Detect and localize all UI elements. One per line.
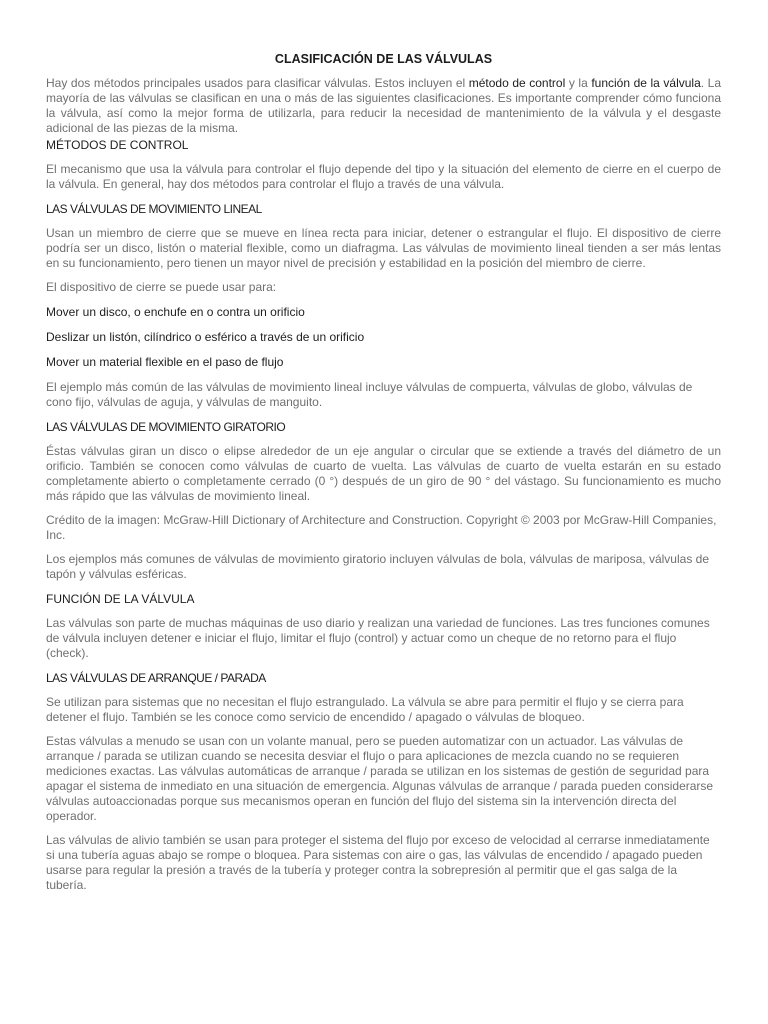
intro-paragraph (46, 76, 721, 136)
metodos-paragraph: El mecanismo que usa la válvula para controlar el flujo depende del tipo y la situación del elemento de cierre en el cuerpo de la válvula. En general, hay dos métodos para controlar el flujo a través de una válvula. (46, 162, 721, 191)
document-content (46, 52, 721, 893)
dispositivo-paragraph: El dispositivo de cierre se puede usar para: (46, 280, 277, 294)
arranque-paragraph-1: Se utilizan para sistemas que no necesitan el flujo estrangulado. La válvula se abre para permitir el flujo y se cierra para detener el flujo. También se les conoce como servicio de encendido / apagado o válvulas de bloqueo. (46, 695, 684, 724)
intro-text-3: . La mayoría de las válvulas se clasifican en una o más de las siguientes clasificaciones. Es importante comprender cómo funciona la válvula, así como la mejor forma de utilizarla, para reducir la necesidad de mantenimiento de la válvula y el desgaste adicional de las piezas de la misma. (46, 76, 722, 135)
metodo-control-link[interactable]: método de control (468, 76, 566, 90)
heading-movimiento-giratorio: LAS VÁLVULAS DE MOVIMIENTO GIRATORIO (46, 420, 286, 434)
arranque-paragraph-2: Estas válvulas a menudo se usan con un volante manual, pero se pueden automatizar con un actuador. Las válvulas de arranque / parada se utilizan cuando se necesita desviar el flujo o para aplicaciones de mezcla cuando no se requieren mediciones exactas. Las válvulas automáticas de arranque / parada se utilizan en los sistemas de gestión de seguridad para apagar el sistema de inmediato en una situación de emergencia. Algunas válvulas de arranque / parada pueden considerarse válvulas autoaccionadas porque sus mecanismos operan en función del flujo del sistema sin la intervención directa del operador. (46, 734, 714, 823)
heading-movimiento-lineal: LAS VÁLVULAS DE MOVIMIENTO LINEAL (46, 202, 262, 216)
list-item: Deslizar un listón, cilíndrico o esférico a través de un orificio (46, 330, 365, 344)
lineal-example-paragraph: El ejemplo más común de las válvulas de movimiento lineal incluye válvulas de compuerta, válvulas de globo, válvulas de cono fijo, válvulas de aguja, y válvulas de manguito. (46, 380, 693, 409)
image-credit: Crédito de la imagen: McGraw-Hill Dictionary of Architecture and Construction. Copyright © 2003 por McGraw-Hill Companies, Inc. (46, 513, 717, 542)
giratorio-example-paragraph: Los ejemplos más comunes de válvulas de movimiento giratorio incluyen válvulas de bola, válvulas de mariposa, válvulas de tapón y válvulas esféricas. (46, 552, 710, 581)
giratorio-paragraph: Éstas válvulas giran un disco o elipse alrededor de un eje angular o circular que se extiende a través del diámetro de un orificio. También se conocen como válvulas de cuarto de vuelta. Las válvulas de cuarto de vuelta estarán en su estado completamente abierto o completamente cerrado (0 °) después de un giro de 90 ° del vástago. Su funcionamiento es mucho más rápido que las válvulas de movimiento lineal. (46, 444, 721, 503)
list-item: Mover un material flexible en el paso de flujo (46, 355, 284, 369)
list-item: Mover un disco, o enchufe en o contra un orificio (46, 305, 305, 319)
funcion-paragraph: Las válvulas son parte de muchas máquinas de uso diario y realizan una variedad de funciones. Las tres funciones comunes de válvula incluyen detener e iniciar el flujo, limitar el flujo (control) y actuar como un cheque de no retorno para el flujo (check). (46, 616, 710, 660)
page-title: CLASIFICACIÓN DE LAS VÁLVULAS (274, 52, 493, 66)
intro-text-1: Hay dos métodos principales usados para clasificar válvulas. Estos incluyen el (46, 76, 469, 90)
alivio-paragraph: Las válvulas de alivio también se usan para proteger el sistema del flujo por exceso de velocidad al cerrarse inmediatamente si una tubería aguas abajo se rompe o bloquea. Para sistemas con aire o gas, las válvulas de encendido / apagado pueden usarse para regular la presión a través de la tubería y proteger contra la sobrepresión al permitir que el gas salga de la tubería. (46, 833, 710, 892)
funcion-valvula-link[interactable]: función de la válvula (591, 76, 701, 90)
intro-text-2: y la (565, 76, 592, 90)
heading-metodos-control: MÉTODOS DE CONTROL (46, 138, 189, 152)
lineal-paragraph: Usan un miembro de cierre que se mueve en línea recta para iniciar, detener o estrangular el flujo. El dispositivo de cierre podría ser un disco, listón o material flexible, como un diafragma. Las válvulas de movimiento lineal tienden a ser más lentas en su funcionamiento, pero tienen un mayor nivel de precisión y estabilidad en la posición del miembro de cierre. (46, 226, 721, 270)
heading-funcion-valvula: FUNCIÓN DE LA VÁLVULA (46, 592, 195, 606)
heading-arranque-parada: LAS VÁLVULAS DE ARRANQUE / PARADA (46, 671, 266, 685)
